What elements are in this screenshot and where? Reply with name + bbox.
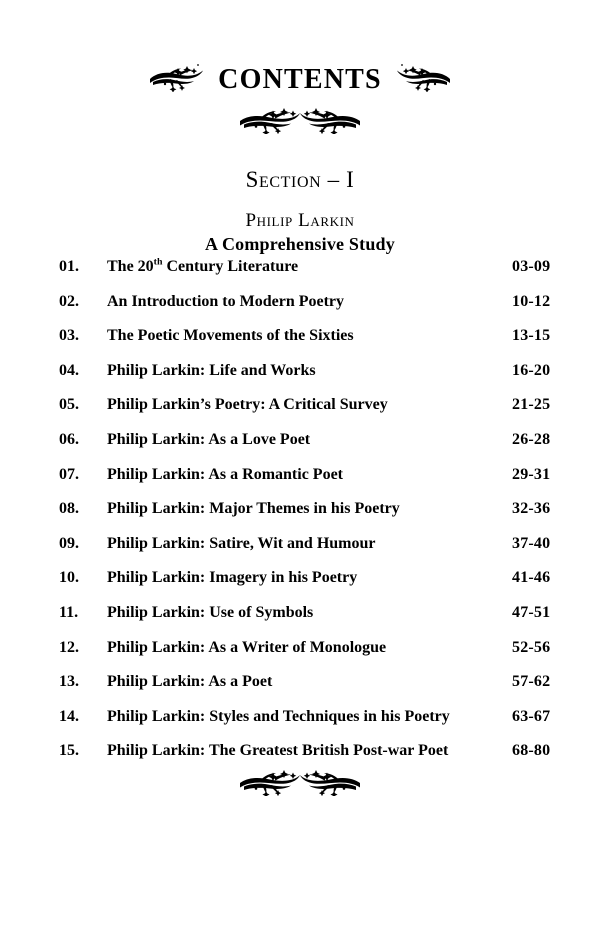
- toc-row-number: 01.: [59, 258, 79, 275]
- toc-row-number: 10.: [59, 569, 79, 587]
- toc-row[interactable]: [0, 708, 600, 743]
- toc-row-pages: 41-46: [512, 569, 551, 587]
- toc-row[interactable]: [0, 293, 600, 328]
- section-label: Section – I: [245, 167, 355, 192]
- toc-row-title: Philip Larkin: As a Romantic Poet: [107, 465, 344, 483]
- toc-row-title: Philip Larkin: Satire, Wit and Humour: [107, 534, 376, 552]
- ordinal-suffix: th: [153, 256, 163, 268]
- section-subtitle: A Comprehensive Study: [205, 234, 395, 255]
- toc-row-pages: 16-20: [512, 361, 551, 379]
- toc-row[interactable]: [0, 500, 600, 535]
- toc-row-title: Philip Larkin: Imagery in his Poetry: [107, 569, 358, 587]
- toc-row-pages: 57-62: [512, 673, 551, 691]
- toc-row-number: 08.: [59, 500, 79, 518]
- toc-row-title: The Poetic Movements of the Sixties: [107, 327, 354, 345]
- header-divider-ornament: [0, 104, 600, 134]
- section-heading-block: [0, 168, 600, 255]
- floral-star-flourish-icon-right: [394, 62, 452, 97]
- toc-row[interactable]: [0, 396, 600, 431]
- toc-row-pages: 37-40: [512, 534, 551, 552]
- table-of-contents: [0, 258, 600, 777]
- toc-row[interactable]: [0, 466, 600, 501]
- toc-row-pages: 68-80: [512, 742, 551, 760]
- toc-row-pages: 13-15: [512, 327, 551, 345]
- toc-row[interactable]: [0, 569, 600, 604]
- toc-row-number: 03.: [59, 327, 79, 345]
- toc-row-number: 15.: [59, 742, 79, 760]
- toc-row-pages: 47-51: [512, 603, 551, 621]
- toc-row-title: Philip Larkin: Use of Symbols: [107, 603, 314, 621]
- contents-header: [0, 62, 600, 97]
- author-name: Philip Larkin: [245, 210, 355, 232]
- page-title: CONTENTS: [218, 63, 382, 95]
- toc-row-title: Philip Larkin: Major Themes in his Poetry: [107, 500, 400, 518]
- toc-row-pages: 63-67: [512, 707, 551, 725]
- toc-row-pages: 26-28: [512, 430, 551, 448]
- toc-row[interactable]: [0, 604, 600, 639]
- toc-row-title: Philip Larkin: As a Writer of Monologue: [107, 638, 387, 656]
- toc-row-number: 02.: [59, 292, 79, 310]
- toc-row[interactable]: [0, 673, 600, 708]
- toc-row[interactable]: [0, 431, 600, 466]
- floral-star-flourish-icon-left: [148, 62, 206, 97]
- toc-row-number: 12.: [59, 638, 79, 656]
- toc-row-number: 14.: [59, 707, 79, 725]
- toc-row-number: 09.: [59, 534, 79, 552]
- toc-row-title: Philip Larkin’s Poetry: A Critical Survey: [107, 396, 388, 414]
- toc-row-number: 05.: [59, 396, 79, 414]
- toc-row-pages: 21-25: [512, 396, 551, 414]
- toc-row[interactable]: [0, 535, 600, 570]
- toc-row-title: The 20th Century Literature: [107, 256, 299, 275]
- toc-row-pages: 29-31: [512, 465, 551, 483]
- toc-row-title: Philip Larkin: The Greatest British Post-war Poet: [107, 742, 449, 760]
- toc-row-number: 11.: [59, 603, 79, 621]
- toc-row-title: Philip Larkin: As a Love Poet: [107, 430, 311, 448]
- toc-row-number: 06.: [59, 430, 79, 448]
- toc-row-pages: 03-09: [512, 258, 551, 275]
- toc-row-pages: 52-56: [512, 638, 551, 656]
- toc-row[interactable]: [0, 258, 600, 293]
- toc-row[interactable]: [0, 362, 600, 397]
- footer-divider-ornament: [0, 766, 600, 796]
- toc-row-number: 04.: [59, 361, 79, 379]
- toc-row-title: Philip Larkin: Life and Works: [107, 361, 316, 379]
- toc-row-pages: 32-36: [512, 500, 551, 518]
- toc-row-title: An Introduction to Modern Poetry: [107, 292, 345, 310]
- toc-row-number: 13.: [59, 673, 79, 691]
- toc-row-title: Philip Larkin: As a Poet: [107, 673, 273, 691]
- toc-row-number: 07.: [59, 465, 79, 483]
- toc-row-title: Philip Larkin: Styles and Techniques in his Poetry: [107, 707, 450, 725]
- toc-row-pages: 10-12: [512, 292, 551, 310]
- toc-row[interactable]: [0, 327, 600, 362]
- toc-row[interactable]: [0, 639, 600, 674]
